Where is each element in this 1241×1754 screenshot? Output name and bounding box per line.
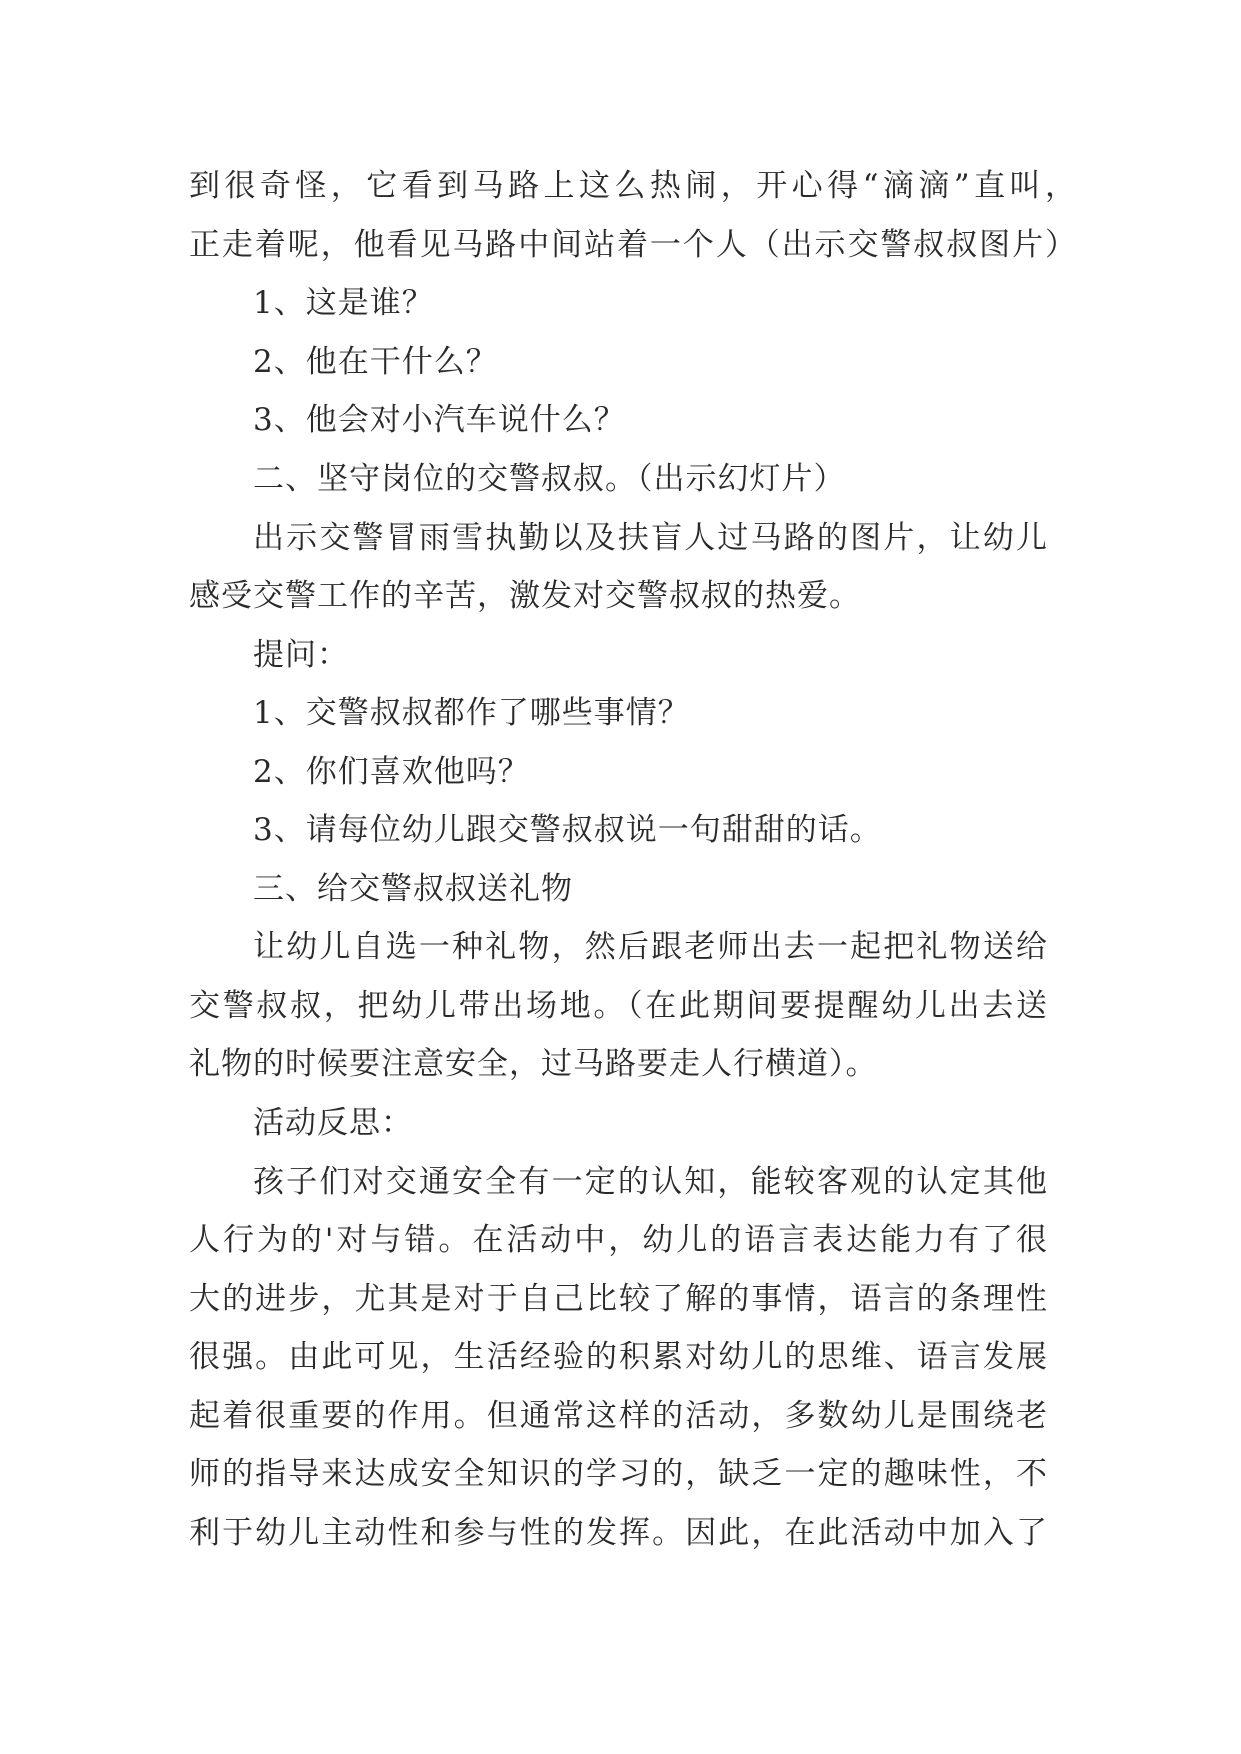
body-line: 交警叔叔，把幼儿带出场地。（在此期间要提醒幼儿出去送 [189, 988, 1048, 1024]
body-line: 很强。由此可见，生活经验的积累对幼儿的思维、语言发展 [189, 1339, 1048, 1375]
list-item: 3、请每位幼儿跟交警叔叔说一句甜甜的话。 [253, 812, 882, 848]
body-line: 正走着呢，他看见马路中间站着一个人（出示交警叔叔图片） [189, 227, 1077, 263]
body-line: 孩子们对交通安全有一定的认知，能较客观的认定其他 [253, 1164, 1048, 1200]
body-line: 感受交警工作的辛苦，激发对交警叔叔的热爱。 [189, 578, 861, 614]
body-line: 让幼儿自选一种礼物，然后跟老师出去一起把礼物送给 [253, 929, 1048, 965]
list-item: 3、他会对小汽车说什么？ [253, 402, 626, 438]
list-item: 1、这是谁？ [253, 285, 434, 321]
body-line: 利于幼儿主动性和参与性的发挥。因此，在此活动中加入了 [189, 1515, 1048, 1551]
body-line: 人行为的'对与错。在活动中，幼儿的语言表达能力有了很 [189, 1222, 1048, 1258]
section-heading: 二、坚守岗位的交警叔叔。（出示幻灯片） [253, 461, 846, 497]
body-line: 礼物的时候要注意安全，过马路要走人行横道）。 [189, 1046, 878, 1082]
body-line: 大的进步，尤其是对于自己比较了解的事情，语言的条理性 [189, 1281, 1048, 1317]
list-item: 2、他在干什么？ [253, 344, 498, 380]
body-line: 到很奇怪，它看到马路上这么热闹，开心得“滴滴”直叫， [189, 168, 1077, 204]
section-heading: 三、给交警叔叔送礼物 [253, 871, 573, 907]
body-line: 师的指导来达成安全知识的学习的，缺乏一定的趣味性，不 [189, 1456, 1048, 1492]
list-item: 2、你们喜欢他吗？ [253, 754, 530, 790]
body-line: 起着很重要的作用。但通常这样的活动，多数幼儿是围绕老 [189, 1398, 1048, 1434]
body-line: 出示交警冒雨雪执勤以及扶盲人过马路的图片，让幼儿 [253, 520, 1048, 556]
section-heading: 活动反思： [253, 1105, 413, 1141]
list-item: 1、交警叔叔都作了哪些事情？ [253, 695, 690, 731]
body-line: 提问： [253, 637, 349, 673]
